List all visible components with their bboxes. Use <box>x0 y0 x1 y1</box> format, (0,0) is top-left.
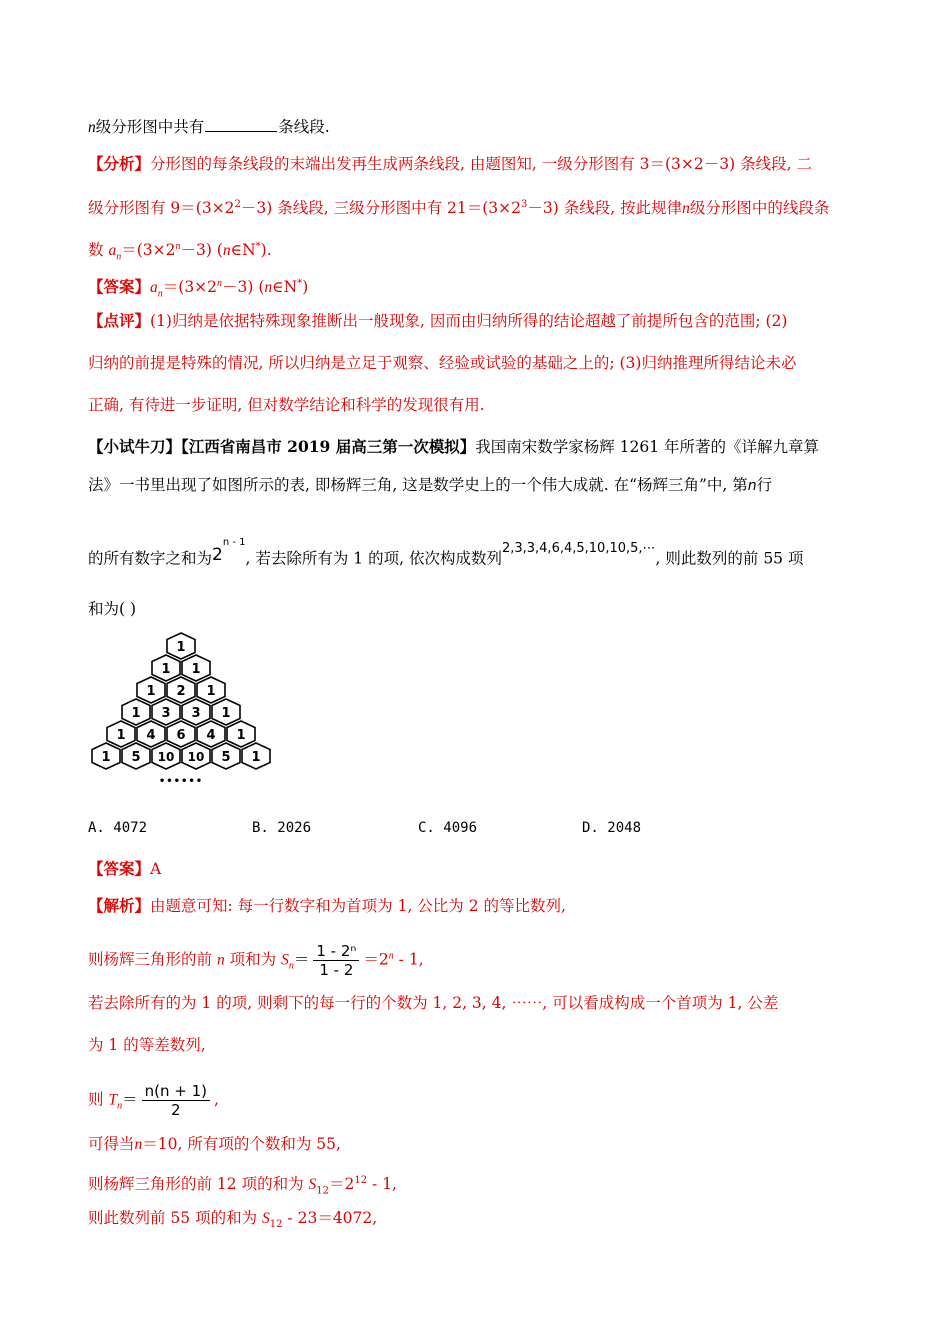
comment-line-1: 【点评】(1)归纳是依据特殊现象推断出一般现象, 因而由归纳所得的结论超越了前提所包含的范围; (2) <box>88 311 788 330</box>
comment-line-3: 正确, 有待进一步证明, 但对数学结论和科学的发现很有用. <box>88 396 485 414</box>
triangle-value-4-2: 6 <box>176 728 186 743</box>
triangle-value-1-1: 1 <box>191 662 201 677</box>
question-end-line: n级分形图中共有 条线段. <box>88 118 330 136</box>
practice-tag: 【小试牛刀】 <box>88 437 182 456</box>
solution-line-8: 则此数列前 55 项的和为 $S_{12} - 23=4072$, <box>88 1209 378 1231</box>
practice-line-3: 的所有数字之和为2$^{n - 1}$, 若去除所有为 1 的项, 依次构成数列$^{2,3,3,4,6,4,5,10,10,5,\cdots}$, 则此数列的前 55 项 <box>88 537 804 568</box>
triangle-continuation-dots: •••••• <box>158 776 204 787</box>
triangle-value-5-5: 1 <box>251 750 261 765</box>
sequence-expression: 2,3,3,4,6,4,5,10,10,5,⋯ <box>501 540 656 556</box>
practice-line-2: 法》一书里出现了如图所示的表, 即杨辉三角, 这是数学史上的一个伟大成就. 在“杨辉三角”中, 第n行 <box>88 476 773 494</box>
triangle-value-4-3: 4 <box>206 728 216 743</box>
triangle-value-4-0: 1 <box>116 728 126 743</box>
analysis-line-2: 级分形图有 $9=(3\times 2^2-3)$ 条线段, 三级分形图中有 $21=(3\times 2^3-3)$ 条线段, 按此规律n级分形图中的线段条 <box>88 199 830 218</box>
triangle-value-3-2: 3 <box>191 706 201 721</box>
solution-line-5: 则 $T_n=$ $\frac{n(n + 1)}{2}$ , <box>88 1082 219 1119</box>
triangle-value-5-0: 1 <box>101 750 111 765</box>
triangle-value-2-1: 2 <box>176 684 186 699</box>
triangle-value-2-0: 1 <box>146 684 156 699</box>
comment-line-2: 归纳的前提是特殊的情况, 所以归纳是立足于观察、经验或试验的基础之上的; (3)归纳推理所得结论未必 <box>88 354 797 372</box>
solution-line-2: 则杨辉三角形的前 n 项和为 $S_n=$ $\frac{\text{1 - 2ⁿ}}{1 - 2}$ $=2^n - 1$, <box>88 942 424 979</box>
analysis-line-3: 数 $a_n=(3\times 2^n-3)$ (n∈N*). <box>88 241 272 263</box>
triangle-value-5-3: 10 <box>187 750 205 764</box>
analysis-tag: 【分析】 <box>88 154 151 173</box>
triangle-value-5-4: 5 <box>221 750 231 765</box>
answer-line-2: 【答案】A <box>88 859 162 878</box>
solution-tag: 【解析】 <box>88 896 151 915</box>
answer-tag: 【答案】 <box>88 277 151 297</box>
solution-line-7: 则杨辉三角形的前 12 项的和为 $S_{12}=2^{12} - 1$, <box>88 1175 397 1197</box>
answer-line-1: 【答案】$a_n=(3\times 2^n-3)$ (n∈N*) <box>88 277 309 300</box>
triangle-value-4-1: 4 <box>146 728 156 743</box>
answer-tag-2: 【答案】 <box>88 859 151 878</box>
triangle-value-4-4: 1 <box>236 728 246 743</box>
power-expression: 2$^{n - 1}$ <box>212 537 246 565</box>
triangle-value-3-1: 3 <box>161 706 171 721</box>
var-n: n <box>88 119 96 136</box>
analysis-line-1: 【分析】分形图的每条线段的末端出发再生成两条线段, 由题图知, 一级分形图有 3＝(3×2－3) 条线段, 二 <box>88 154 812 173</box>
triangle-value-0-0: 1 <box>176 640 186 655</box>
option-d[interactable]: D. 2048 <box>582 820 642 836</box>
solution-line-6: 可得当n＝10, 所有项的个数和为 55, <box>88 1135 341 1153</box>
solution-line-4: 为 1 的等差数列, <box>88 1036 206 1054</box>
yanghui-triangle-figure <box>88 628 278 788</box>
solution-line-3: 若去除所有的为 1 的项, 则剩下的每一行的个数为 1, 2, 3, 4, ⋯⋯, 可以看成构成一个首项为 1, 公差 <box>88 994 779 1012</box>
option-a[interactable]: A. 4072 <box>88 820 148 836</box>
triangle-value-5-2: 10 <box>157 750 175 764</box>
option-b[interactable]: B. 2026 <box>252 820 312 836</box>
triangle-value-2-2: 1 <box>206 684 216 699</box>
source-tag: 【江西省南昌市 2019 届高三第一次模拟】 <box>181 437 476 456</box>
comment-tag: 【点评】 <box>88 311 151 330</box>
sum-fraction: $\frac{\text{1 - 2ⁿ}}{1 - 2}$ <box>313 942 359 979</box>
triangle-value-3-0: 1 <box>131 706 141 721</box>
option-c[interactable]: C. 4096 <box>418 820 478 836</box>
count-fraction: $\frac{n(n + 1)}{2}$ <box>142 1082 210 1119</box>
answer-blank <box>205 117 277 132</box>
triangle-value-1-0: 1 <box>161 662 171 677</box>
solution-line-1: 【解析】由题意可知: 每一行数字和为首项为 1, 公比为 2 的等比数列, <box>88 896 566 915</box>
triangle-value-3-3: 1 <box>221 706 231 721</box>
practice-line-4: 和为( ) <box>88 600 137 618</box>
triangle-value-5-1: 5 <box>131 750 141 765</box>
practice-line-1: 【小试牛刀】【江西省南昌市 2019 届高三第一次模拟】我国南宋数学家杨辉 1261 年所著的《详解九章算 <box>88 437 820 456</box>
